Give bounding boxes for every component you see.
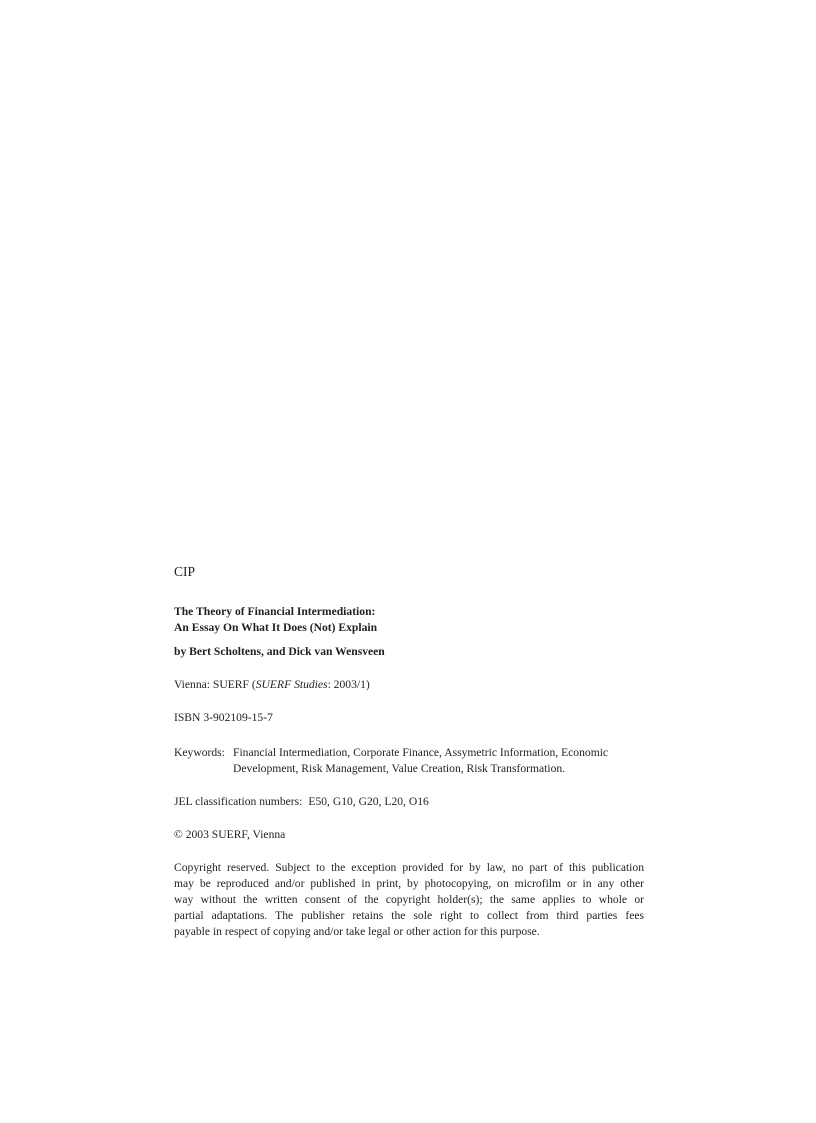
jel-classification (174, 794, 644, 810)
publisher-info (174, 677, 644, 693)
copyright-line: © 2003 SUERF, Vienna (174, 828, 286, 841)
publisher-series: SUERF Studies (255, 678, 328, 691)
book-title (174, 604, 644, 636)
publisher-prefix: Vienna: SUERF ( (174, 678, 256, 691)
keywords-line-2: Development, Risk Management, Value Creation, Risk Transformation. (233, 762, 566, 775)
copyright-notice (174, 860, 644, 940)
keywords-list (233, 745, 644, 777)
copyright-notice-line: Copyright reserved. Subject to the exception provided for by law, no part of this publication (174, 861, 644, 874)
keywords-line-1: Financial Intermediation, Corporate Finance, Assymetric Information, Economic (233, 746, 609, 759)
copyright-notice-line: partial adaptations. The publisher retains the sole right to collect from third parties fees (174, 909, 644, 922)
keywords (174, 745, 644, 777)
book-title-line-2: An Essay On What It Does (Not) Explain (174, 621, 378, 634)
keywords-label: Keywords: (174, 746, 225, 759)
cip-heading: CIP (174, 564, 196, 579)
copyright-notice-line: payable in respect of copying and/or take legal or other action for this purpose. (174, 925, 540, 938)
isbn: ISBN 3-902109-15-7 (174, 711, 273, 724)
copyright-notice-line: may be reproduced and/or published in print, by photocopying, on microfilm or in any other (174, 877, 644, 890)
copyright-notice-line: way without the written consent of the copyright holder(s); the same applies to whole or (174, 893, 644, 906)
publisher-suffix: : 2003/1) (327, 678, 370, 691)
jel-codes: E50, G10, G20, L20, O16 (308, 795, 429, 808)
book-authors: by Bert Scholtens, and Dick van Wensveen (174, 645, 385, 658)
jel-label: JEL classification numbers: (174, 795, 303, 808)
book-title-line-1: The Theory of Financial Intermediation: (174, 605, 376, 618)
